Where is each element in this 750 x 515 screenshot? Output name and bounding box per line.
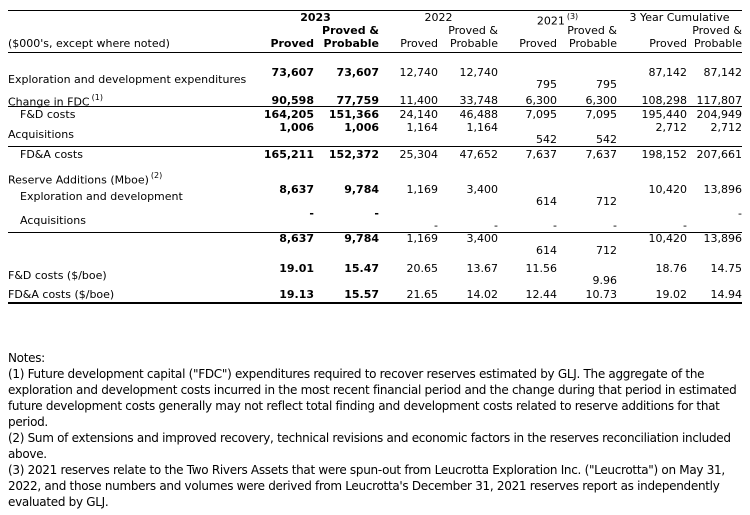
value-line: 12,740: [459, 66, 498, 79]
value-line: [379, 245, 438, 257]
header-subrow-2: [8, 37, 742, 50]
value-cell: 7,095: [525, 108, 557, 121]
probable-header-line1: Proved &: [322, 24, 379, 37]
value-cell: 7,637: [585, 148, 617, 161]
value-line: [438, 134, 498, 146]
value-cell: 204,949: [696, 108, 742, 121]
value-cell: [557, 233, 617, 257]
value-cell: [617, 184, 687, 208]
value-line: 8,637: [279, 183, 314, 196]
value-line: 2,712: [655, 121, 687, 134]
value-cell: [252, 263, 314, 287]
notes-title: Notes:: [8, 351, 45, 365]
probable-header-line2: Probable: [569, 37, 617, 50]
value-line: [617, 79, 687, 91]
value-line: 87,142: [703, 66, 742, 79]
proved-header: Proved: [270, 37, 314, 50]
probable-header-line2: Probable: [450, 37, 498, 50]
note-item: (3) 2021 reserves relate to the Two Rivers Assets that were spun-out from Leucrotta Exploration Inc. ("Leucrotta") on May 31, 2022, and those numbers and volumes were derived from Leucrotta's December 31, 2021 reserves report as independently evaluated by GLJ.: [8, 463, 725, 509]
table-row: [8, 233, 742, 257]
header-spacer-cell: [617, 24, 687, 37]
value-cell: 77,759: [336, 93, 379, 107]
value-cell: [379, 184, 438, 208]
value-cell: 14.02: [466, 288, 498, 301]
probable-header-line1: Proved &: [448, 24, 498, 37]
row-label-text: FD&A costs ($/boe): [8, 288, 115, 301]
value-cell: [314, 122, 379, 146]
value-cell: 19.02: [655, 288, 687, 301]
value-cell: [379, 122, 438, 146]
proved-header: Proved: [519, 37, 557, 50]
value-cell: [252, 184, 314, 208]
value-cell: 151,366: [328, 108, 379, 121]
value-cell: [557, 184, 617, 208]
value-cell: 164,205: [263, 108, 314, 121]
value-cell: 90,598: [271, 93, 314, 107]
value-cell: [687, 233, 742, 257]
proved-header: Proved: [400, 37, 438, 50]
row-label: [8, 147, 252, 162]
value-line: 8,637: [279, 232, 314, 245]
value-line: [379, 134, 438, 146]
year-header: 3 Year Cumulative: [629, 11, 730, 24]
value-cell: 165,211: [263, 148, 314, 161]
value-line: [617, 275, 687, 287]
row-label: [8, 122, 252, 146]
value-line: [252, 196, 314, 208]
table-body: [8, 53, 742, 304]
header-spacer-cell: [8, 24, 252, 37]
value-cell: [252, 122, 314, 146]
value-line: [379, 196, 438, 208]
header-year-row: [8, 11, 742, 28]
value-cell: [617, 263, 687, 287]
value-cell: [617, 208, 687, 232]
value-cell: [498, 184, 557, 208]
value-line: -: [494, 219, 498, 232]
row-label-text: Acquisitions: [20, 213, 86, 227]
value-cell: [438, 208, 498, 232]
value-line: [617, 208, 687, 220]
value-cell: 152,372: [328, 148, 379, 161]
probable-header-line2: Probable: [694, 37, 742, 50]
value-cell: [687, 67, 742, 91]
value-line: [314, 79, 379, 91]
value-cell: [498, 263, 557, 287]
value-cell: 198,152: [641, 148, 687, 161]
value-line: [687, 79, 742, 91]
value-line: [687, 245, 742, 257]
value-cell: [314, 184, 379, 208]
value-line: 12,740: [399, 66, 438, 79]
value-line: 712: [596, 195, 617, 208]
value-cell: [617, 67, 687, 91]
value-line: 18.76: [655, 262, 687, 275]
value-cell: 7,095: [585, 108, 617, 121]
value-line: [314, 245, 379, 257]
value-line: [252, 275, 314, 287]
footnote-ref: (2): [150, 171, 163, 180]
value-cell: [379, 233, 438, 257]
value-cell: 108,298: [641, 93, 687, 107]
value-cell: [438, 67, 498, 91]
value-line: -: [738, 207, 742, 220]
value-cell: [557, 208, 617, 232]
row-label-text: Change in FDC $^{(1)}$: [8, 93, 103, 109]
value-cell: 6,300: [585, 93, 617, 107]
value-line: [438, 79, 498, 91]
unit-label: ($000's, except where noted): [8, 37, 170, 50]
value-line: [617, 196, 687, 208]
value-line: 10,420: [648, 232, 687, 245]
row-label: [8, 67, 252, 91]
value-line: [379, 79, 438, 91]
value-line: -: [309, 207, 314, 220]
value-cell: [498, 208, 557, 232]
row-label-text: Exploration and development expenditures: [8, 72, 247, 86]
value-cell: 33,748: [459, 93, 498, 107]
value-cell: 25,304: [399, 148, 438, 161]
value-line: -: [374, 207, 379, 220]
value-line: 73,607: [336, 66, 379, 79]
value-line: 9.96: [592, 274, 617, 287]
value-line: 10,420: [648, 183, 687, 196]
table-row: [8, 287, 742, 304]
value-cell: [557, 67, 617, 91]
value-line: 15.47: [344, 262, 379, 275]
table-row: [8, 263, 742, 287]
value-line: 9,784: [344, 232, 379, 245]
row-label-text: Exploration and development: [20, 189, 183, 203]
footnote-ref: (3): [566, 12, 579, 21]
value-line: [252, 79, 314, 91]
row-label-text: Reserve Additions (Mboe) $^{(2)}$: [8, 171, 163, 187]
value-cell: [438, 233, 498, 257]
row-label: [8, 208, 252, 232]
value-line: [314, 196, 379, 208]
row-label: [8, 184, 252, 208]
header-subrow-1: [8, 24, 742, 37]
value-line: 13,896: [703, 183, 742, 196]
value-cell: [438, 263, 498, 287]
value-cell: 15.57: [344, 288, 379, 301]
value-line: 795: [536, 78, 557, 91]
value-line: 13.67: [466, 262, 498, 275]
value-cell: [498, 122, 557, 146]
value-line: 1,164: [466, 121, 498, 134]
value-cell: [687, 184, 742, 208]
value-cell: [687, 208, 742, 232]
row-gap: [8, 162, 742, 170]
value-line: [314, 134, 379, 146]
year-header: 2023: [300, 11, 331, 24]
value-line: 11.56: [525, 262, 557, 275]
value-line: 614: [536, 244, 557, 257]
row-label: [8, 233, 252, 257]
value-line: 73,607: [271, 66, 314, 79]
probable-header-line1: Proved &: [692, 24, 742, 37]
header-spacer-cell: [252, 24, 314, 37]
value-line: 542: [536, 133, 557, 146]
note-item: (1) Future development capital ("FDC") expenditures required to recover reserves estimated by GLJ. The aggregate of the exploration and development costs incurred in the most recent financial period and the change during that period in estimated future development costs generally may not reflect total finding and development costs related to reserve additions for that period.: [8, 367, 737, 429]
value-cell: 12.44: [525, 288, 557, 301]
value-cell: [314, 263, 379, 287]
value-line: [314, 220, 379, 232]
table-row: [8, 208, 742, 233]
value-line: 87,142: [648, 66, 687, 79]
value-cell: 19.13: [279, 288, 314, 301]
value-cell: 47,652: [459, 148, 498, 161]
probable-header-line1: Proved &: [567, 24, 617, 37]
value-line: 3,400: [466, 183, 498, 196]
value-cell: [557, 122, 617, 146]
value-line: -: [434, 219, 438, 232]
value-cell: 21.65: [406, 288, 438, 301]
table-row: [8, 170, 742, 187]
row-label-text: F&D costs ($/boe): [8, 268, 107, 282]
table-row: [8, 91, 742, 107]
value-cell: [498, 67, 557, 91]
value-line: 1,006: [279, 121, 314, 134]
value-line: 14.75: [710, 262, 742, 275]
value-line: -: [553, 219, 557, 232]
row-label-text: F&D costs: [20, 108, 76, 121]
value-line: [617, 245, 687, 257]
value-line: 614: [536, 195, 557, 208]
value-line: [687, 275, 742, 287]
value-line: 13,896: [703, 232, 742, 245]
table-row: [8, 147, 742, 162]
table-row: [8, 67, 742, 91]
value-line: 1,169: [406, 232, 438, 245]
value-line: -: [613, 219, 617, 232]
value-line: [379, 275, 438, 287]
row-label: [8, 107, 252, 122]
value-cell: 14.94: [710, 288, 742, 301]
value-line: [379, 208, 438, 220]
value-cell: 207,661: [696, 148, 742, 161]
table-header: [8, 10, 742, 53]
table-row: [8, 107, 742, 122]
value-cell: [438, 122, 498, 146]
header-spacer-cell: [379, 24, 438, 37]
table-row: [8, 184, 742, 208]
value-line: [438, 208, 498, 220]
value-line: [498, 208, 557, 220]
row-label-text: Acquisitions: [8, 127, 74, 141]
value-line: 1,169: [406, 183, 438, 196]
value-line: 795: [596, 78, 617, 91]
value-cell: [314, 67, 379, 91]
value-line: [438, 275, 498, 287]
value-line: [252, 220, 314, 232]
value-line: 9,784: [344, 183, 379, 196]
value-cell: [498, 233, 557, 257]
value-cell: 117,807: [696, 93, 742, 107]
fd-costs-table: [8, 0, 742, 304]
value-cell: [314, 208, 379, 232]
value-cell: [687, 263, 742, 287]
value-line: 1,006: [344, 121, 379, 134]
value-line: 19.01: [279, 262, 314, 275]
value-line: [617, 134, 687, 146]
value-line: [687, 220, 742, 232]
value-line: [314, 275, 379, 287]
value-cell: [379, 67, 438, 91]
note-item: (2) Sum of extensions and improved recovery, technical revisions and economic factors in the reserves reconciliation included above.: [8, 431, 731, 461]
year-header: 2022: [424, 11, 453, 24]
value-cell: [687, 122, 742, 146]
value-line: 1,164: [406, 121, 438, 134]
value-cell: 7,637: [525, 148, 557, 161]
value-cell: [379, 208, 438, 232]
value-line: [687, 134, 742, 146]
value-line: 712: [596, 244, 617, 257]
header-spacer-cell: [498, 24, 557, 37]
row-label-text: FD&A costs: [20, 148, 83, 161]
value-cell: [438, 184, 498, 208]
value-cell: 10.73: [585, 288, 617, 301]
value-cell: [314, 233, 379, 257]
year-header: 2021 $^{(3)}$: [536, 12, 579, 28]
value-line: [498, 275, 557, 287]
value-line: [687, 196, 742, 208]
footnote-ref: (1): [91, 93, 103, 102]
value-cell: [557, 263, 617, 287]
value-cell: 6,300: [525, 93, 557, 107]
proved-header: Proved: [649, 37, 687, 50]
value-line: [557, 208, 617, 220]
table-row: [8, 122, 742, 147]
value-cell: [252, 233, 314, 257]
value-line: [252, 245, 314, 257]
value-cell: [252, 67, 314, 91]
value-line: -: [683, 219, 687, 232]
value-cell: [617, 122, 687, 146]
value-line: 542: [596, 133, 617, 146]
row-label: [8, 263, 252, 287]
value-cell: [379, 263, 438, 287]
value-line: 20.65: [406, 262, 438, 275]
value-cell: [252, 208, 314, 232]
value-cell: [617, 233, 687, 257]
value-line: [252, 134, 314, 146]
value-cell: 24,140: [399, 108, 438, 121]
value-line: 2,712: [710, 121, 742, 134]
value-line: 3,400: [466, 232, 498, 245]
value-cell: 11,400: [399, 93, 438, 107]
row-label: [8, 287, 252, 302]
notes-section: [8, 350, 742, 510]
value-cell: 46,488: [459, 108, 498, 121]
value-cell: 195,440: [641, 108, 687, 121]
value-line: [438, 196, 498, 208]
probable-header-line2: Probable: [323, 37, 379, 50]
value-line: [438, 245, 498, 257]
